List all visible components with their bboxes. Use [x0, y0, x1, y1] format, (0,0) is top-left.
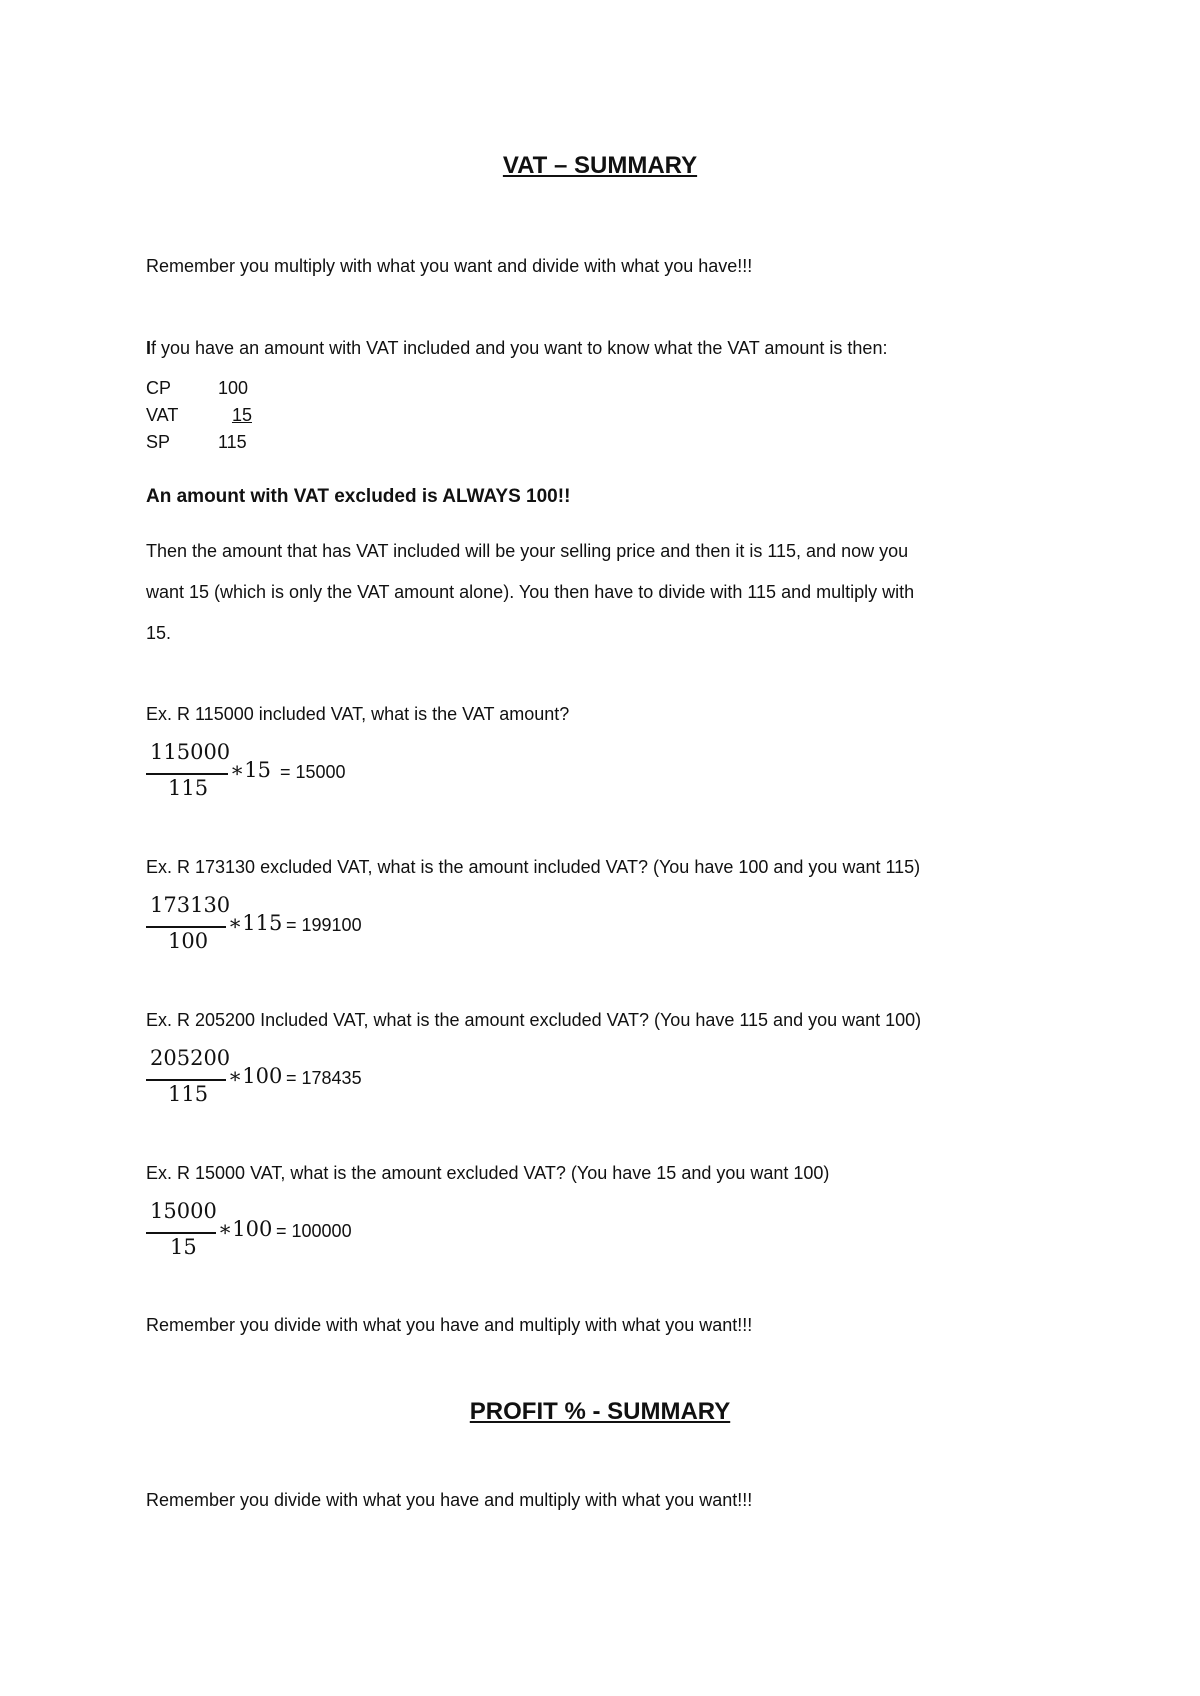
- example-1-numerator: 115000: [150, 740, 231, 764]
- example-1-multiplier: ∗15: [230, 758, 271, 782]
- table-label-cp: CP: [146, 378, 172, 398]
- table-value-sp: 115: [218, 432, 247, 452]
- table-value-vat: 15: [231, 405, 252, 425]
- example-4-fraction-bar: [146, 1232, 216, 1234]
- vat-condition-text: If you have an amount with VAT included and you want to know what the VAT amount is then:: [146, 338, 888, 358]
- example-1-denominator: 115: [168, 776, 209, 800]
- table-label-vat: VAT: [146, 405, 179, 425]
- vat-closing-text: Remember you divide with what you have and multiply with what you want!!!: [146, 1315, 753, 1335]
- example-1-question: Ex. R 115000 included VAT, what is the VAT amount?: [146, 704, 570, 724]
- vat-explanation-line-1: Then the amount that has VAT included will be your selling price and then it is 115, and now you: [146, 541, 909, 561]
- table-label-sp: SP: [146, 432, 171, 452]
- example-4-result: = 100000: [276, 1221, 352, 1241]
- example-2-fraction-bar: [146, 926, 226, 928]
- example-2-multiplier: ∗115: [228, 911, 283, 935]
- vat-condition-rest: f you have an amount with VAT included and you want to know what the VAT amount is then:: [151, 338, 888, 358]
- table-value-cp: 100: [218, 378, 249, 398]
- vat-intro-text: Remember you multiply with what you want and divide with what you have!!!: [146, 256, 753, 276]
- profit-intro-text: Remember you divide with what you have and multiply with what you want!!!: [146, 1490, 753, 1510]
- example-4-denominator: 15: [170, 1235, 197, 1259]
- vat-explanation-line-3: 15.: [146, 623, 172, 643]
- example-2-denominator: 100: [168, 929, 209, 953]
- example-2-question: Ex. R 173130 excluded VAT, what is the amount included VAT? (You have 100 and you want 115): [146, 857, 921, 877]
- example-3-denominator: 115: [168, 1082, 209, 1106]
- vat-summary-title: VAT – SUMMARY: [502, 152, 698, 179]
- example-3-fraction-bar: [146, 1079, 226, 1081]
- vat-explanation-line-2: want 15 (which is only the VAT amount alone). You then have to divide with 115 and multiply with: [146, 582, 915, 602]
- example-3-question: Ex. R 205200 Included VAT, what is the amount excluded VAT? (You have 115 and you want 100): [146, 1010, 922, 1030]
- example-3-numerator: 205200: [150, 1046, 231, 1070]
- example-1-fraction-bar: [146, 773, 228, 775]
- profit-summary-title: PROFIT % - SUMMARY: [469, 1398, 731, 1425]
- example-4-numerator: 15000: [150, 1199, 217, 1223]
- example-2-numerator: 173130: [150, 893, 231, 917]
- example-4-multiplier: ∗100: [218, 1217, 273, 1241]
- example-3-multiplier: ∗100: [228, 1064, 283, 1088]
- example-3-result: = 178435: [286, 1068, 362, 1088]
- vat-rule-text: An amount with VAT excluded is ALWAYS 100!!: [146, 486, 571, 507]
- example-1-result: = 15000: [280, 762, 346, 782]
- example-2-result: = 199100: [286, 915, 362, 935]
- example-4-question: Ex. R 15000 VAT, what is the amount excluded VAT? (You have 15 and you want 100): [146, 1163, 830, 1183]
